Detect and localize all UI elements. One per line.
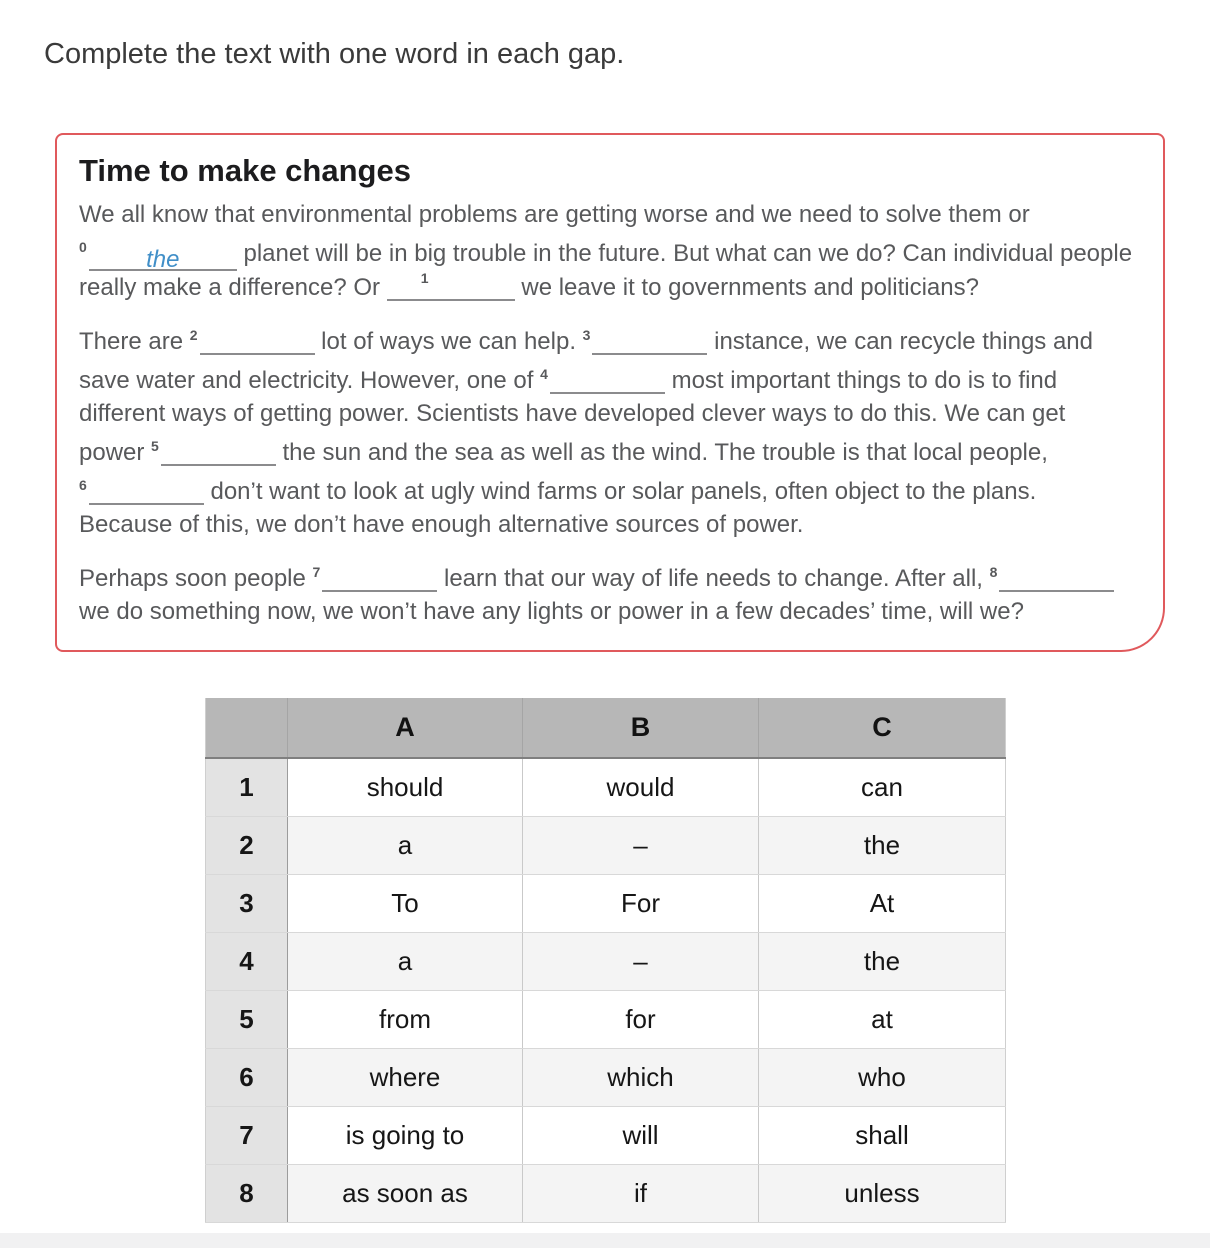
option-cell-3c[interactable]: At [759,874,1006,932]
table-row [206,758,1006,816]
passage-title: Time to make changes [79,153,411,188]
gap-number: 3 [582,327,591,343]
option-cell-5b[interactable]: for [523,990,759,1048]
gap-underline [322,568,437,592]
option-cell-6c[interactable]: who [759,1048,1006,1106]
gap-number: 2 [189,327,198,343]
table-row [206,1164,1006,1222]
column-header-a: A [288,698,523,758]
option-cell-4b[interactable]: – [523,932,759,990]
option-cell-1b[interactable]: would [523,758,759,816]
option-cell-4a[interactable]: a [288,932,523,990]
gap-underline [387,277,515,301]
gap-underline [161,442,276,466]
option-cell-1a[interactable]: should [288,758,523,816]
table-row [206,1106,1006,1164]
option-cell-8b[interactable]: if [523,1164,759,1222]
passage-paragraph: Perhaps soon people $^7$ learn that our way of life needs to change. After all, $^8$ we do something now, we won’t have any lights or power in a few decades’ time, will we? [79,556,1134,628]
gap-blank-7 [313,556,438,595]
gap-underline [89,481,204,505]
gap-number: 4 [540,366,548,382]
gap-number: 5 [151,438,159,454]
option-cell-5a[interactable]: from [288,990,523,1048]
table-row [206,1048,1006,1106]
gap-number: 1 [420,270,429,286]
gap-blank-0 [79,231,237,271]
passage-paragraphs [79,198,1139,628]
option-cell-7a[interactable]: is going to [288,1106,523,1164]
row-number: 2 [206,816,288,874]
passage-box [55,133,1165,652]
table-row [206,874,1006,932]
gap-blank-5 [151,430,276,469]
passage-paragraph: There are $^2$ lot of ways we can help. $^3$ instance, we can recycle things and save water and electricity. However, one of $^4$ most important things to do is to find different ways of getting power. Scientists have developed clever ways to do this. We can get power $^5$ the sun and the sea as well as the wind. The trouble is that local people, $^6$ don’t want to look at ugly wind farms or solar panels, often object to the plans. Because of this, we don’t have enough alternative sources of power. [79,319,1134,541]
passage-paragraph: We all know that environmental problems are getting worse and we need to solve them or $^0$ the planet will be in big trouble in the future. But what can we do? Can individual people really make a difference? Or 1 we leave it to governments and politicians? [79,198,1134,304]
option-cell-6b[interactable]: which [523,1048,759,1106]
row-number: 4 [206,932,288,990]
table-header-row [206,698,1006,758]
gap-blank-2 [190,319,315,358]
column-header-c: C [759,698,1006,758]
row-number: 3 [206,874,288,932]
option-cell-8a[interactable]: as soon as [288,1164,523,1222]
gap-answer-text: the [89,247,237,271]
option-cell-3b[interactable]: For [523,874,759,932]
option-cell-2b[interactable]: – [523,816,759,874]
option-cell-7c[interactable]: shall [759,1106,1006,1164]
option-cell-1c[interactable]: can [759,758,1006,816]
gap-underline [550,370,665,394]
gap-blank-3 [583,319,708,358]
row-number: 6 [206,1048,288,1106]
gap-number: 8 [989,564,998,580]
gap-blank-1 [387,271,515,304]
gap-underline [200,331,315,355]
gap-underline [999,568,1114,592]
option-cell-5c[interactable]: at [759,990,1006,1048]
gap-number: 0 [79,239,87,255]
table-row [206,932,1006,990]
row-number: 5 [206,990,288,1048]
gap-blank-8 [990,556,1115,595]
column-header-b: B [523,698,759,758]
gap-number: 6 [79,477,87,493]
table-row [206,990,1006,1048]
gap-number: 7 [312,564,321,580]
options-table [205,698,1006,1223]
bottom-edge-strip [0,1233,1210,1248]
option-cell-4c[interactable]: the [759,932,1006,990]
gap-blank-6 [79,469,204,508]
option-cell-3a[interactable]: To [288,874,523,932]
table-row [206,816,1006,874]
option-cell-8c[interactable]: unless [759,1164,1006,1222]
row-number: 8 [206,1164,288,1222]
row-number: 1 [206,758,288,816]
corner-cell [206,698,288,758]
option-cell-2c[interactable]: the [759,816,1006,874]
option-cell-7b[interactable]: will [523,1106,759,1164]
instruction-text: Complete the text with one word in each gap. [44,38,625,70]
row-number: 7 [206,1106,288,1164]
gap-blank-4 [540,358,665,397]
option-cell-2a[interactable]: a [288,816,523,874]
gap-underline [592,331,707,355]
option-cell-6a[interactable]: where [288,1048,523,1106]
